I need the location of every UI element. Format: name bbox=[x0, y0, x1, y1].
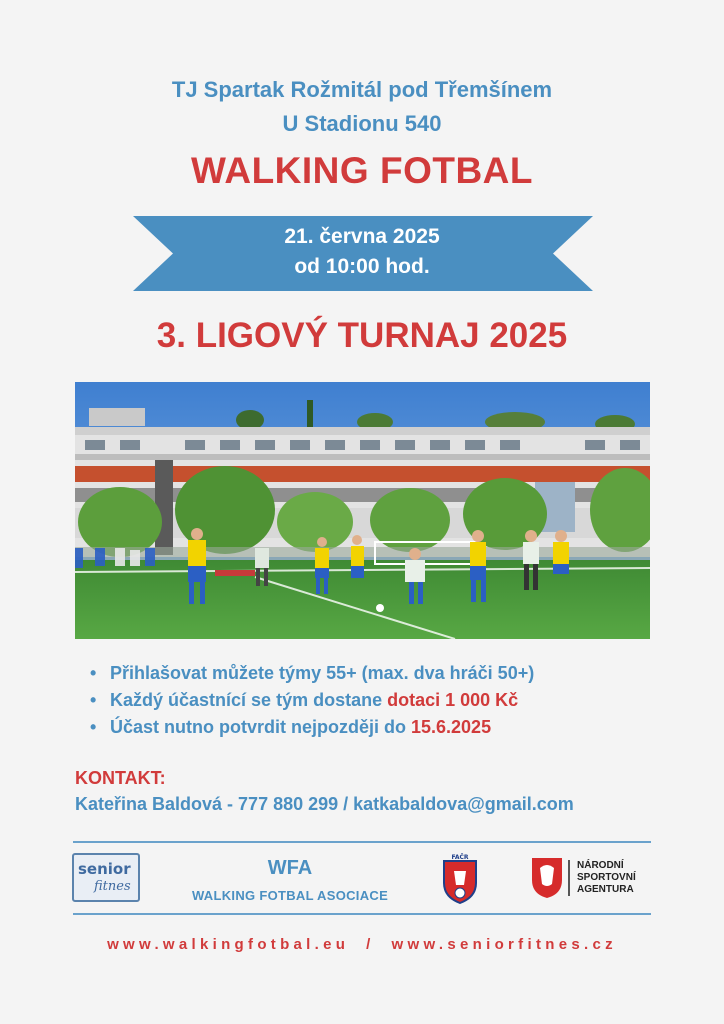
contact-line[interactable]: Kateřina Baldová - 777 880 299 / katkabaldova@gmail.com bbox=[75, 794, 574, 814]
list-item: • Každý účastnící se tým dostane dotaci 1 000 Kč bbox=[90, 687, 534, 714]
info-list bbox=[90, 660, 534, 741]
deadline-date: 15.6.2025 bbox=[411, 717, 492, 737]
event-time: od 10:00 hod. bbox=[294, 255, 430, 278]
list-item: • Přihlašovat můžete týmy 55+ (max. dva hráči 50+) bbox=[90, 660, 534, 687]
divider-bottom bbox=[73, 913, 651, 915]
wfa-short: WFA bbox=[267, 857, 313, 879]
subsidy-amount: dotaci 1 000 Kč bbox=[387, 690, 519, 710]
organizer-name: TJ Spartak Rožmitál pod Třemšínem bbox=[171, 77, 553, 102]
facr-logo bbox=[440, 853, 480, 905]
contact-label: KONTAKT: bbox=[75, 768, 166, 788]
organizer-block bbox=[0, 73, 724, 141]
organizer-address: U Stadionu 540 bbox=[282, 111, 442, 136]
wfa-full: WALKING FOTBAL ASOCIACE bbox=[191, 888, 389, 903]
tournament-title: 3. LIGOVÝ TURNAJ 2025 bbox=[156, 316, 568, 355]
event-date: 21. června 2025 bbox=[284, 225, 440, 248]
wfa-logo bbox=[170, 857, 410, 903]
divider-top bbox=[73, 841, 651, 843]
nsa-label: NÁRODNÍ SPORTOVNÍ AGENTURA bbox=[577, 860, 636, 895]
footer-links[interactable]: www.walkingfotbal.eu / www.seniorfitnes.cz bbox=[107, 936, 617, 953]
match-photo bbox=[75, 382, 650, 639]
list-item: • Účast nutno potvrdit nejpozději do 15.6.2025 bbox=[90, 714, 534, 741]
seniorfitnes-logo: senior fitnes bbox=[72, 853, 140, 902]
facr-label: FAČR bbox=[451, 854, 469, 861]
ribbon-text bbox=[0, 222, 724, 282]
event-title: WALKING FOTBAL bbox=[190, 150, 533, 191]
